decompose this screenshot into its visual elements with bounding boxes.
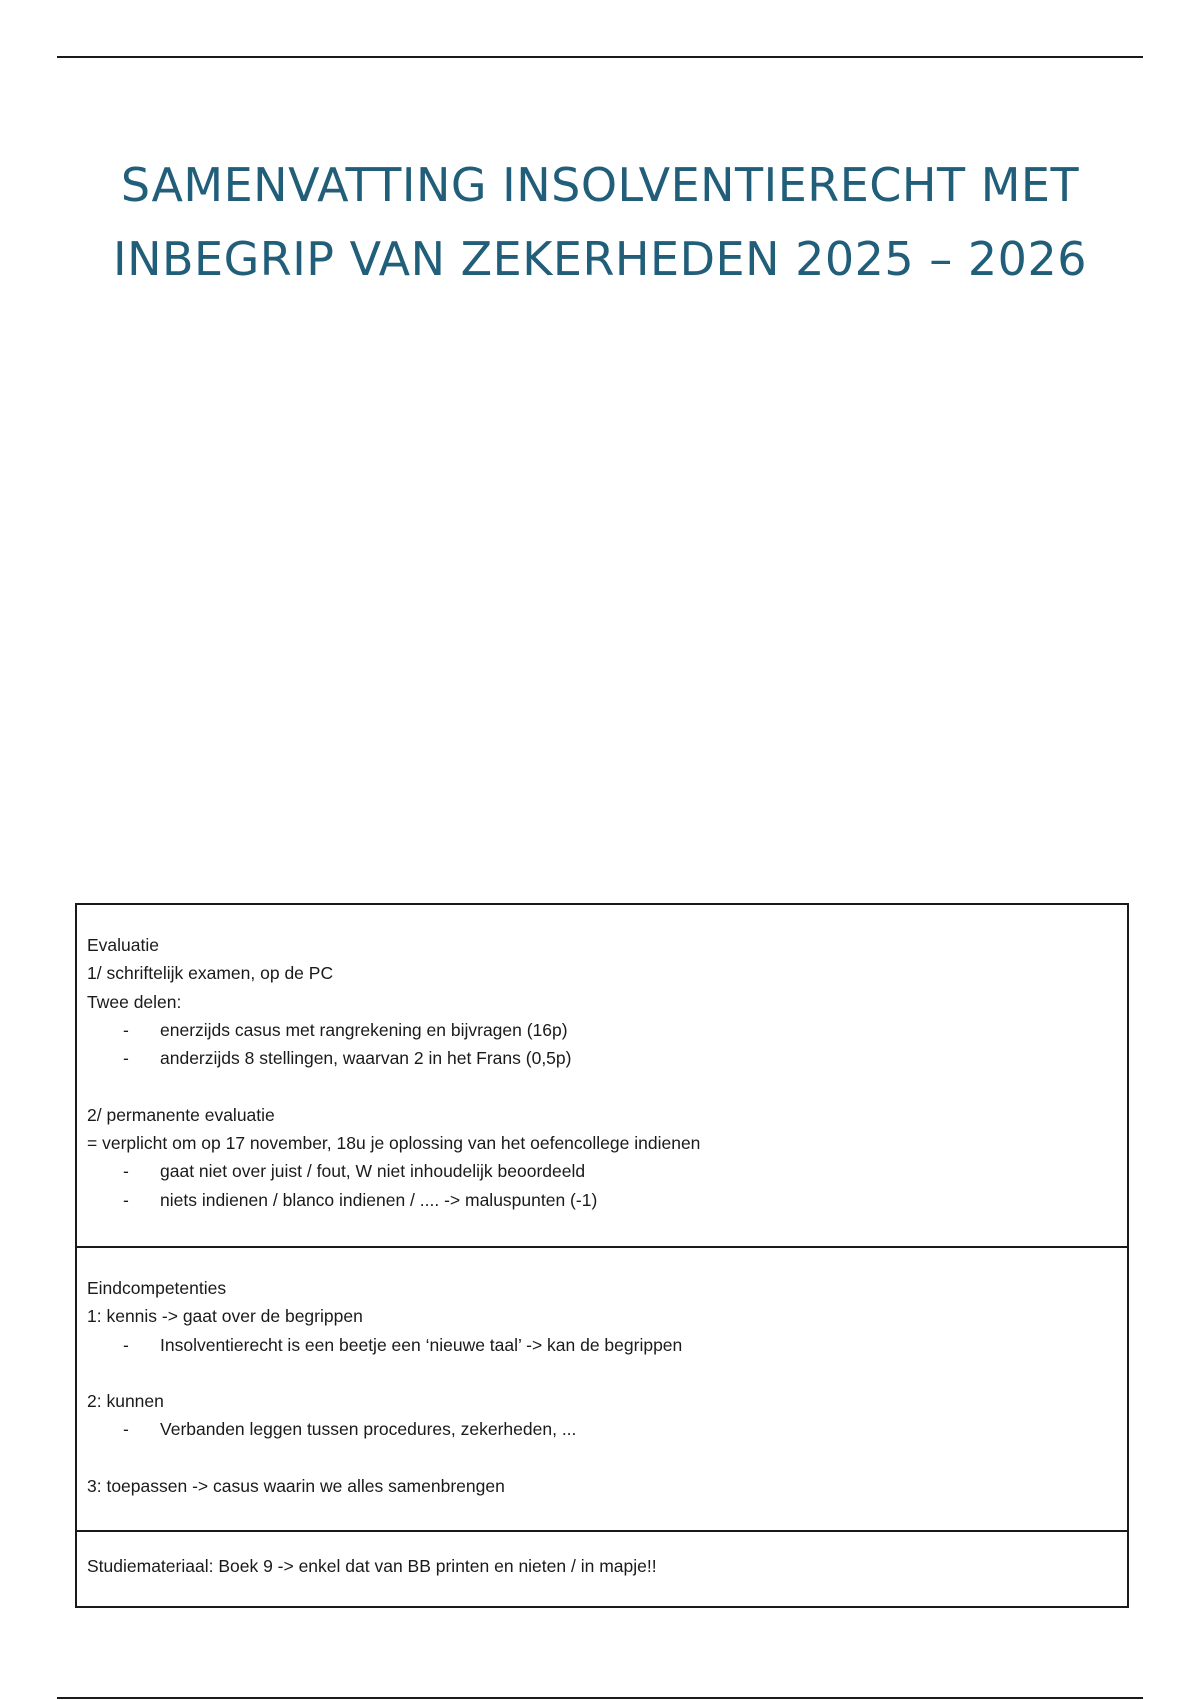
competence-apply: 3: toepassen -> casus waarin we alles samenbrengen bbox=[87, 1476, 505, 1497]
list-item-text: anderzijds 8 stellingen, waarvan 2 in het Frans (0,5p) bbox=[160, 1048, 572, 1069]
competence-knowledge: 1: kennis -> gaat over de begrippen bbox=[87, 1306, 363, 1327]
spacer bbox=[87, 1444, 1117, 1472]
evaluation-heading: Evaluatie bbox=[87, 935, 159, 955]
bullet-dash: - bbox=[123, 1189, 129, 1210]
competences-cell bbox=[77, 1248, 1127, 1532]
evaluation-part-1: 1/ schriftelijk examen, op de PC bbox=[87, 963, 334, 984]
info-table bbox=[75, 903, 1129, 1608]
title-line-2: INBEGRIP VAN ZEKERHEDEN 2025 – 2026 bbox=[113, 232, 1087, 286]
study-material-text: Studiemateriaal: Boek 9 -> enkel dat van BB printen en nieten / in mapje!! bbox=[87, 1556, 657, 1576]
list-item-text: enerzijds casus met rangrekening en bijvragen (16p) bbox=[160, 1019, 568, 1040]
study-material-cell bbox=[77, 1532, 1127, 1606]
list-item-text: gaat niet over juist / fout, W niet inhoudelijk beoordeeld bbox=[160, 1161, 586, 1182]
evaluation-two-parts: Twee delen: bbox=[87, 991, 182, 1012]
competence-skills: 2: kunnen bbox=[87, 1391, 164, 1412]
list-item-text: Verbanden leggen tussen procedures, zekerheden, ... bbox=[160, 1419, 577, 1440]
list-item-text: niets indienen / blanco indienen / .... -> maluspunten (-1) bbox=[160, 1189, 598, 1210]
bullet-dash: - bbox=[123, 1048, 129, 1069]
top-rule bbox=[57, 56, 1143, 58]
evaluation-part-2: 2/ permanente evaluatie bbox=[87, 1104, 275, 1125]
bullet-dash: - bbox=[123, 1019, 129, 1040]
bottom-rule bbox=[57, 1697, 1143, 1699]
list-item bbox=[87, 1044, 1117, 1072]
evaluation-cell bbox=[77, 905, 1127, 1248]
list-item bbox=[87, 1186, 1117, 1214]
list-item bbox=[87, 1157, 1117, 1185]
document-title bbox=[0, 148, 1200, 296]
competences-heading: Eindcompetenties bbox=[87, 1278, 227, 1298]
spacer bbox=[87, 1359, 1117, 1387]
bullet-dash: - bbox=[123, 1419, 129, 1440]
title-line-1: SAMENVATTING INSOLVENTIERECHT MET bbox=[120, 158, 1080, 212]
spacer bbox=[87, 1072, 1117, 1100]
evaluation-obligation: = verplicht om op 17 november, 18u je oplossing van het oefencollege indienen bbox=[87, 1133, 701, 1154]
bullet-dash: - bbox=[123, 1161, 129, 1182]
list-item bbox=[87, 1415, 1117, 1443]
list-item bbox=[87, 1016, 1117, 1044]
list-item-text: Insolventierecht is een beetje een ‘nieuwe taal’ -> kan de begrippen bbox=[160, 1334, 683, 1355]
bullet-dash: - bbox=[123, 1334, 129, 1355]
list-item bbox=[87, 1331, 1117, 1359]
